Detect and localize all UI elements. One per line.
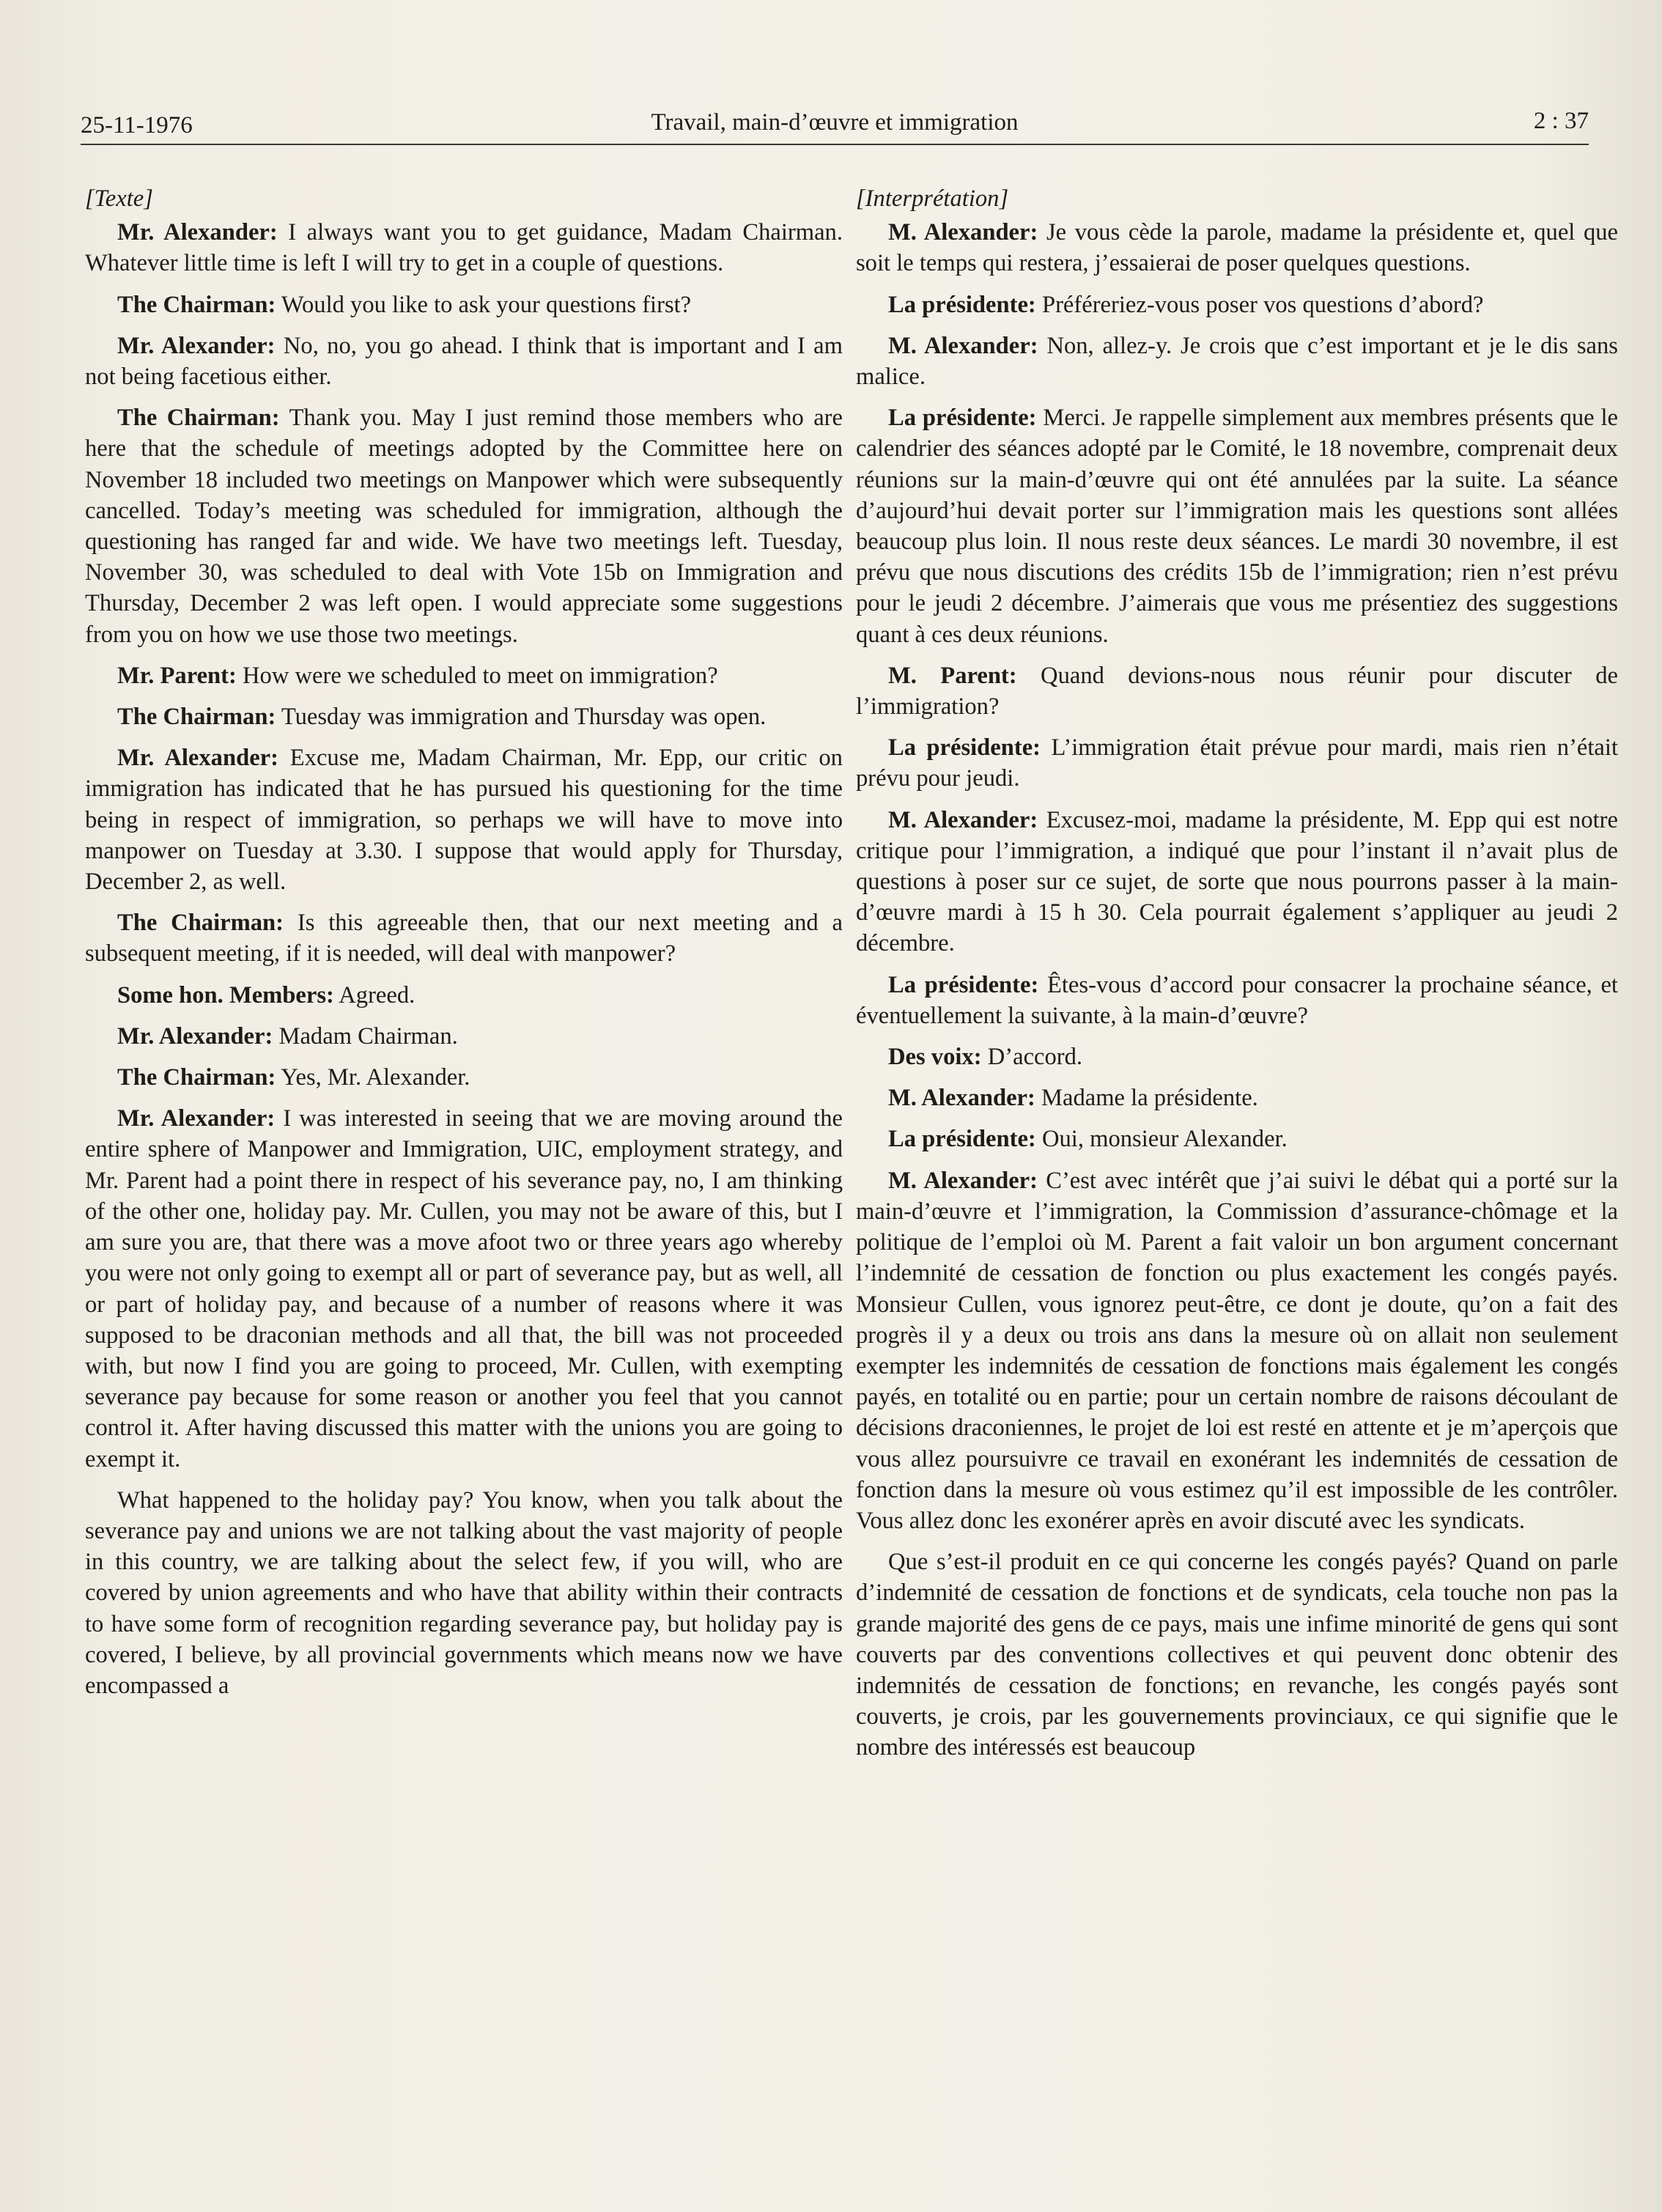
- speaker-name: M. Alexander:: [888, 1085, 1035, 1112]
- speech-paragraph: [85, 701, 843, 732]
- speaker-name: La présidente:: [888, 971, 1039, 998]
- speech-paragraph: [85, 217, 843, 279]
- speech-text: Yes, Mr. Alexander.: [281, 1064, 470, 1091]
- speech-text: I was interested in seeing that we are moving around the entire sphere of Manpower and Immigration, UIC, employment strategy, and Mr. Parent had a point there in respect of his severance pay, no, I am thinking of the other one, holiday pay. Mr. Cullen, you may not be aware of this, but I am sure you are, that there was a move afoot two or three years ago whereby you were not only going to exempt all or part of severance pay, but as well, all or part of holiday pay, and because of a number of reasons where it was supposed to be draconian methods and all that, the bill was not proceeded with, but now I find you are going to proceed, Mr. Cullen, with exempting severance pay because for some reason or another you feel that you cannot control it. After having discussed this matter with the unions you are going to exempt it.: [85, 1105, 843, 1472]
- speaker-name: Some hon. Members:: [117, 981, 334, 1009]
- speaker-name: La présidente:: [888, 734, 1041, 762]
- speaker-name: M. Alexander:: [888, 219, 1038, 246]
- running-header: [81, 101, 1589, 145]
- speech-paragraph: [856, 331, 1618, 392]
- speaker-name: La présidente:: [888, 1126, 1036, 1153]
- speech-text: Oui, monsieur Alexander.: [1041, 1126, 1288, 1153]
- speech-paragraph: [85, 907, 843, 969]
- speech-paragraph: [856, 1546, 1618, 1763]
- speaker-name: Mr. Alexander:: [117, 332, 276, 359]
- speech-paragraph: [856, 1083, 1618, 1113]
- speech-paragraph: [85, 742, 843, 897]
- speech-text: Madam Chairman.: [278, 1022, 458, 1050]
- speech-paragraph: [856, 1042, 1618, 1072]
- column-marker: [Interprétation]: [856, 185, 1009, 212]
- speech-paragraph: [85, 1485, 843, 1701]
- speech-paragraph: [85, 1021, 843, 1052]
- speech-paragraph: [85, 331, 843, 392]
- speech-paragraph: [856, 1165, 1618, 1536]
- speech-paragraph: [85, 660, 843, 691]
- speech-text: Préféreriez-vous poser vos questions d’abord?: [1041, 291, 1484, 318]
- speech-text: Êtes-vous d’accord pour consacrer la prochaine séance, et éventuellement la suivante, à la main-d’œuvre?: [856, 971, 1618, 1029]
- speech-text: Excusez-moi, madame la présidente, M. Epp qui est notre critique pour l’immigration, a indiqué que pour l’instant il n’avait plus de questions à poser sur ce sujet, de sorte que nous pourrons passer à la main-d’œuvre mardi à 15 h 30. Cela pourrait également s’appliquer au jeudi 2 décembre.: [856, 806, 1618, 957]
- speaker-name: Mr. Alexander:: [117, 745, 278, 772]
- speaker-name: Des voix:: [888, 1044, 982, 1071]
- speech-paragraph: [856, 660, 1618, 722]
- speech-paragraph: [85, 290, 843, 320]
- speech-text: Thank you. May I just remind those members who are here that the schedule of meetings adopted by the Committee here on November 18 included two meetings on Manpower which were subsequently cancelled. Today’s meeting was scheduled for immigration, although the questioning has ranged far and wide. We have two meetings left. Tuesday, November 30, was scheduled to deal with Vote 15b on Immigration and Thursday, December 2 was left open. I would appreciate some suggestions from you on how we use those two meetings.: [85, 405, 843, 648]
- header-title: Travail, main-d’œuvre et immigration: [651, 109, 1019, 136]
- speaker-name: M. Parent:: [888, 662, 1017, 689]
- header-page-number: 2 : 37: [1533, 108, 1589, 134]
- speech-paragraph: [85, 980, 843, 1011]
- speech-text: Excuse me, Madam Chairman, Mr. Epp, our critic on immigration has indicated that he has pursued his questioning for the time being in respect of immigration, so perhaps we will have to move into manpower on Tuesday at 3.30. I suppose that would apply for Thursday, December 2, as well.: [85, 745, 843, 896]
- speech-paragraph: [856, 402, 1618, 650]
- header-date: 25-11-1976: [81, 112, 193, 139]
- speaker-name: M. Alexander:: [888, 806, 1038, 833]
- speech-paragraph: [856, 970, 1618, 1031]
- speaker-name: Mr. Alexander:: [117, 1022, 273, 1050]
- speech-text: Je vous cède la parole, madame la présidente et, quel que soit le temps qui restera, j’essaierai de poser quelques questions.: [856, 219, 1618, 277]
- speech-text: Quand devions-nous nous réunir pour discuter de l’immigration?: [856, 662, 1618, 720]
- speaker-name: Mr. Alexander:: [117, 219, 278, 246]
- speech-text: Would you like to ask your questions first?: [281, 291, 692, 318]
- speaker-name: The Chairman:: [117, 910, 284, 937]
- speech-paragraph: [856, 732, 1618, 794]
- speech-text: How were we scheduled to meet on immigration?: [243, 662, 718, 689]
- speech-paragraph: [85, 1062, 843, 1093]
- speech-text: Is this agreeable then, that our next meeting and a subsequent meeting, if it is needed, will deal with manpower?: [85, 910, 843, 967]
- speaker-name: M. Alexander:: [888, 1167, 1038, 1194]
- speech-text: Merci. Je rappelle simplement aux membres présents que le calendrier des séances adopté par le Comité, le 18 novembre, comprenait deux réunions sur la main-d’œuvre qui ont été annulées par la suite. La séance d’aujourd’hui devait porter sur l’immigration mais les questions sont allées beaucoup plus loin. Il nous reste deux séances. Le mardi 30 novembre, il est prévu que nous discutions des crédits 15b de l’immigration; rien n’est prévu pour le jeudi 2 décembre. J’aimerais que vous me présentiez des suggestions quant à ces deux réunions.: [856, 405, 1618, 648]
- speaker-name: The Chairman:: [117, 1064, 276, 1091]
- speech-text: I always want you to get guidance, Madam Chairman. Whatever little time is left I will try to get in a couple of questions.: [85, 219, 843, 277]
- speaker-name: Mr. Alexander:: [117, 1105, 276, 1132]
- speech-text: What happened to the holiday pay? You know, when you talk about the severance pay and unions we are not talking about the vast majority of people in this country, we are talking about the select few, if you will, who are covered by union agreements and who have that ability within their contracts to have some form of recognition regarding severance pay, but holiday pay is covered, I believe, by all provincial governments which means now we have encompassed a: [85, 1486, 843, 1699]
- speaker-name: La présidente:: [888, 291, 1036, 318]
- speaker-name: Mr. Parent:: [117, 662, 237, 689]
- speech-text: Non, allez-y. Je crois que c’est important et je le dis sans malice.: [856, 332, 1618, 391]
- french-column: [856, 183, 1618, 1774]
- speech-text: Agreed.: [339, 981, 416, 1009]
- speech-text: C’est avec intérêt que j’ai suivi le débat qui a porté sur la main-d’œuvre et l’immigration, la Commission d’assurance-chômage et la politique de l’emploi où M. Parent a fait valoir un bon argument concernant l’indemnité de cessation de fonction ou plus exactement les congés payés. Monsieur Cullen, vous ignorez peut-être, ce dont je doute, qu’on a fait des progrès il y a deux ou trois ans dans la mesure où on allait non seulement exempter les indemnités de cessation de fonctions mais également les congés payés, en totalité ou en partie; pour un certain nombre de raisons découlant de décisions draconiennes, le projet de loi est resté en attente et je m’aperçois que vous allez poursuivre ce travail en exonérant les indemnités de cessation de fonction dans la mesure où vous estimez qu’il est impossible de les contrôler. Vous allez donc les exonérer après en avoir discuté avec les syndicats.: [856, 1167, 1618, 1534]
- english-column: [85, 183, 843, 1711]
- column-marker: [Texte]: [85, 185, 153, 212]
- speaker-name: La présidente:: [888, 405, 1037, 432]
- speaker-name: The Chairman:: [117, 704, 276, 731]
- speaker-name: The Chairman:: [117, 405, 280, 432]
- speech-paragraph: [85, 1103, 843, 1474]
- speech-paragraph: [856, 217, 1618, 279]
- speaker-name: The Chairman:: [117, 291, 276, 318]
- speech-paragraph: [856, 805, 1618, 959]
- speech-text: No, no, you go ahead. I think that is important and I am not being facetious either.: [85, 332, 843, 391]
- speech-text: Que s’est-il produit en ce qui concerne les congés payés? Quand on parle d’indemnité de cessation de fonctions et de syndicats, cela touche non pas la grande majorité des gens de ce pays, mais une infime minorité de gens qui sont couverts par des conventions collectives et qui peuvent donc obtenir des indemnités de cessation de fonctions; en revanche, les congés payés sont couverts, je crois, par les gouvernements provinciaux, ce qui signifie que le nombre des intéressés est beaucoup: [856, 1549, 1618, 1761]
- speech-text: D’accord.: [987, 1044, 1083, 1071]
- speech-paragraph: [856, 1124, 1618, 1154]
- speaker-name: M. Alexander:: [888, 332, 1038, 359]
- speech-paragraph: [85, 402, 843, 650]
- speech-text: Tuesday was immigration and Thursday was open.: [281, 704, 767, 731]
- speech-text: L’immigration était prévue pour mardi, mais rien n’était prévu pour jeudi.: [856, 734, 1618, 792]
- speech-paragraph: [856, 290, 1618, 320]
- speech-text: Madame la présidente.: [1041, 1085, 1258, 1112]
